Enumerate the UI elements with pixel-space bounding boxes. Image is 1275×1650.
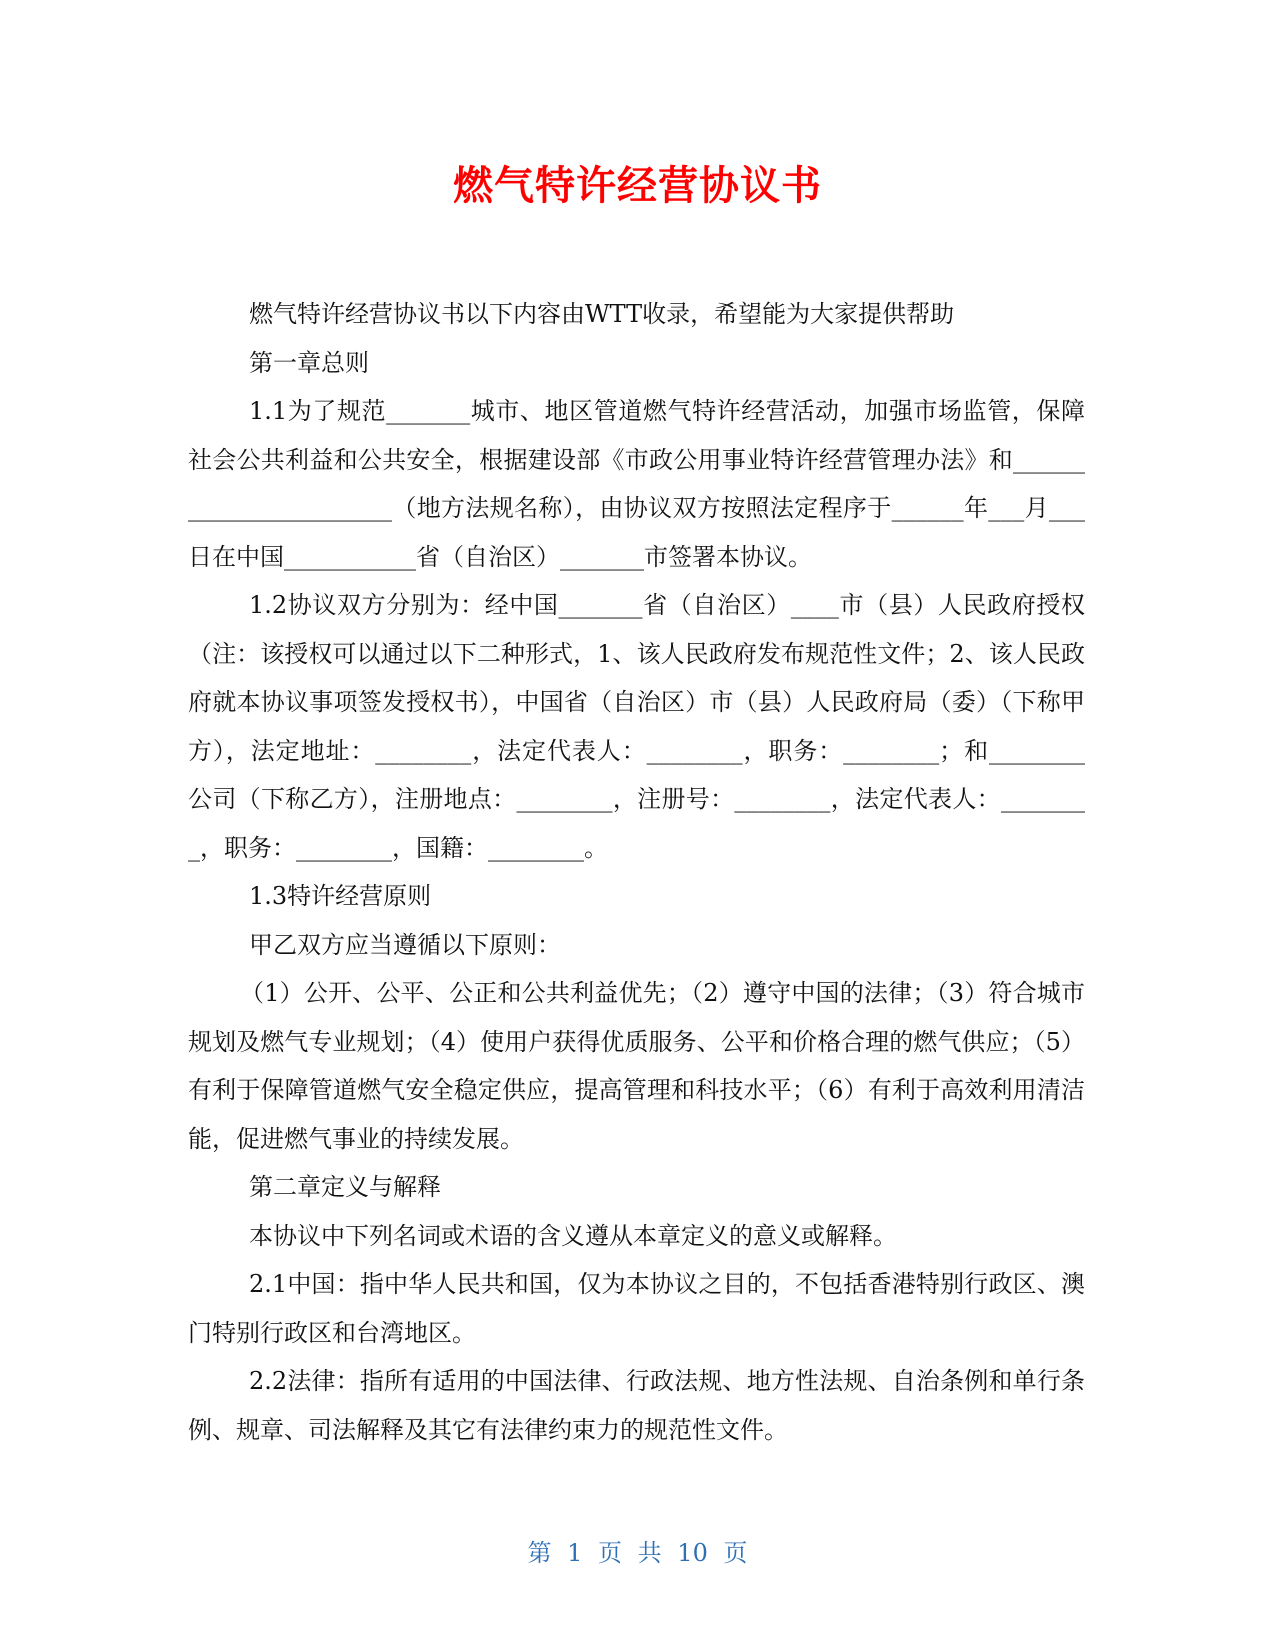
definition-paragraph: 2.2法律：指所有适用的中国法律、行政法规、地方性法规、自治条例和单行条例、规章、司法解释及其它有法律约束力的规范性文件。 [188, 1367, 1085, 1444]
body-paragraph: 本协议中下列名词或术语的含义遵从本章定义的意义或解释。 [249, 1221, 897, 1250]
definition-paragraph: 2.1中国：指中华人民共和国，仅为本协议之目的，不包括香港特别行政区、澳门特别行政区和台湾地区。 [188, 1270, 1085, 1347]
intro-paragraph: 燃气特许经营协议书以下内容由WTT收录，希望能为大家提供帮助 [249, 300, 955, 328]
document-title: 燃气特许经营协议书 [453, 163, 822, 209]
body-paragraph: 甲乙双方应当遵循以下原则： [249, 930, 561, 959]
chapter-heading: 第二章定义与解释 [249, 1173, 441, 1201]
body-paragraph: 1.2协议双方分别为：经中国_______省（自治区）____市（县）人民政府授权（注：该授权可以通过以下二种形式，1、该人民政府发布规范性文件；2、该人民政府就本协议事项签发授权书），中国省（自治区）市（县）人民政府局（委）（下称甲方），法定地址：________，法定代表人：________，职务：________；和________公司（下称乙方），注册地点：________，注册号：________，法定代表人：________，职务：________，国籍：________。 [188, 591, 1085, 862]
body-paragraph: 1.1为了规范_______城市、地区管道燃气特许经营活动，加强市场监管，保障社会公共利益和公共安全，根据建设部《市政公用事业特许经营管理办法》和_______________________（地方法规名称），由协议双方按照法定程序于______年___月___日在中国___________省（自治区）_______市签署本协议。 [188, 397, 1085, 571]
section-heading: 1.3特许经营原则 [249, 882, 432, 910]
principles-paragraph: （1）公开、公平、公正和公共利益优先；（2）遵守中国的法律；（3）符合城市规划及燃气专业规划；（4）使用户获得优质服务、公平和价格合理的燃气供应；（5）有利于保障管道燃气安全稳定供应，提高管理和科技水平；（6）有利于高效利用清洁能，促进燃气事业的持续发展。 [188, 979, 1085, 1153]
document-body [188, 290, 1085, 1454]
page-number: 第 1 页 共 10 页 [527, 1539, 748, 1567]
chapter-heading: 第一章总则 [249, 348, 369, 377]
